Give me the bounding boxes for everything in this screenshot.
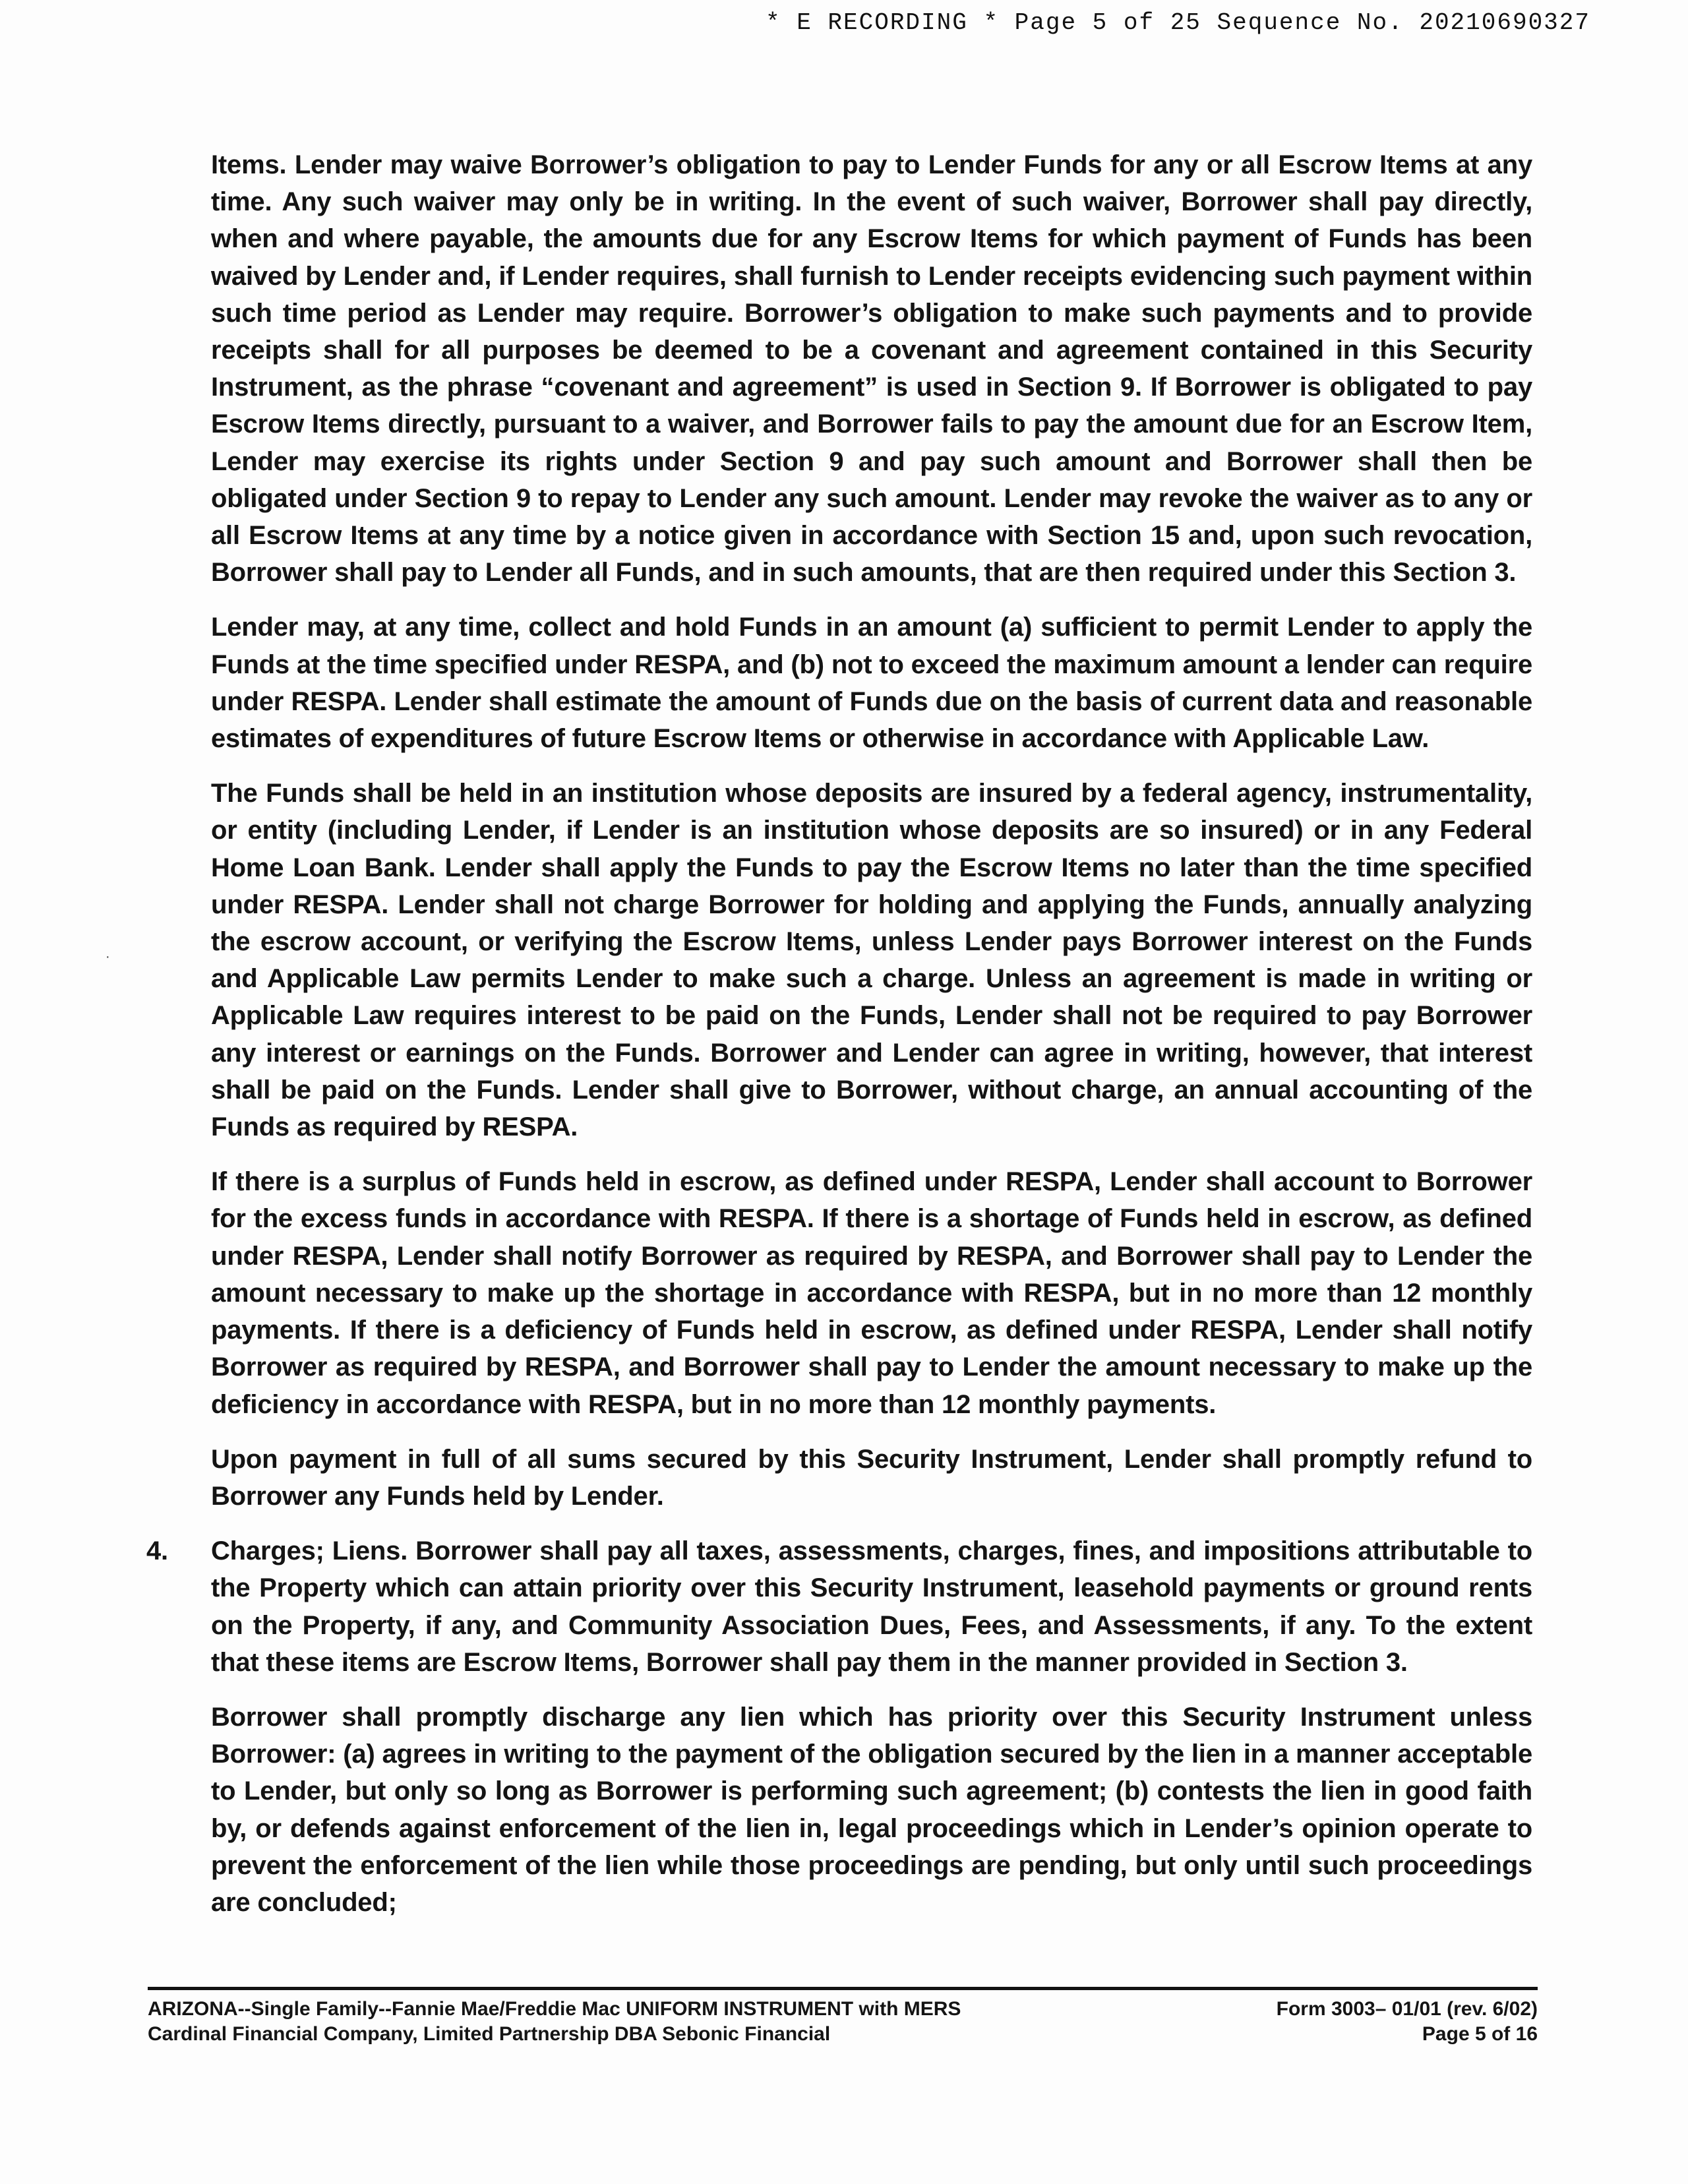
paragraph-escrow-waiver: Items. Lender may waive Borrower’s obligation to pay to Lender Funds for any or all Escrow Items at any time. Any such waiver may only be in writing. In the event of such waiver, Borrower shall pay directly, when and where payable, the amounts due for any Escrow Items for which payment of Funds has been waived by Lender and, if Lender requires, shall furnish to Lender receipts evidencing such payment within such time period as Lender may require. Borrower’s obligation to make such payments and to provide receipts shall for all purposes be deemed to be a covenant and agreement contained in this Security Instrument, as the phrase “covenant and agreement” is used in Section 9. If Borrower is obligated to pay Escrow Items directly, pursuant to a waiver, and Borrower fails to pay the amount due for an Escrow Item, Lender may exercise its rights under Section 9 and pay such amount and Borrower shall then be obligated under Section 9 to repay to Lender any such amount. Lender may revoke the waiver as to any or all Escrow Items at any time by a notice given in accordance with Section 15 and, upon such revocation, Borrower shall pay to Lender all Funds, and in such amounts, that are then required under this Section 3. xyxy=(211,150,1532,588)
scan-artifact-dot: · xyxy=(106,950,110,964)
paragraph-surplus-shortage: If there is a surplus of Funds held in escrow, as defined under RESPA, Lender shall account to Borrower for the excess funds in accordance with RESPA. If there is a shortage of Funds held in escrow, as defined under RESPA, Lender shall notify Borrower as required by RESPA, and Borrower shall pay to Lender the amount necessary to make up the shortage in accordance with RESPA, but in no more than 12 monthly payments. If there is a deficiency of Funds held in escrow, as defined under RESPA, Lender shall notify Borrower as required by RESPA, and Borrower shall pay to Lender the amount necessary to make up the deficiency in accordance with RESPA, but in no more than 12 monthly payments. xyxy=(211,1167,1532,1419)
paragraph-collect-funds: Lender may, at any time, collect and hold Funds in an amount (a) sufficient to permit Lender to apply the Funds at the time specified under RESPA, and (b) not to exceed the maximum amount a lender can require under RESPA. Lender shall estimate the amount of Funds due on the basis of current data and reasonable estimates of expenditures of future Escrow Items or otherwise in accordance with Applicable Law. xyxy=(211,613,1532,754)
page-number: Page 5 of 16 xyxy=(1422,2023,1538,2045)
paragraph-funds-institution: The Funds shall be held in an institution whose deposits are insured by a federal agency, instrumentality, or entity (including Lender, if Lender is an institution whose deposits are so insured) or in any Federal Home Loan Bank. Lender shall apply the Funds to pay the Escrow Items no later than the time specified under RESPA. Lender shall not charge Borrower for holding and applying the Funds, annually analyzing the escrow account, or verifying the Escrow Items, unless Lender pays Borrower interest on the Funds and Applicable Law permits Lender to make such a charge. Unless an agreement is made in writing or Applicable Law requires interest to be paid on the Funds, Lender shall not be required to pay Borrower any interest or earnings on the Funds. Borrower and Lender can agree in writing, however, that interest shall be paid on the Funds. Lender shall give to Borrower, without charge, an annual accounting of the Funds as required by RESPA. xyxy=(211,779,1532,1142)
section-4-charges-liens xyxy=(146,1532,1532,1681)
section-number: 4. xyxy=(146,1536,168,1566)
document-body xyxy=(146,146,1532,1939)
footer-right xyxy=(1277,1997,1538,2047)
lender-name: Cardinal Financial Company, Limited Partnership DBA Sebonic Financial xyxy=(148,2023,831,2045)
section-title: Charges; Liens. xyxy=(211,1536,408,1566)
form-title: ARIZONA--Single Family--Fannie Mae/Freddie Mac UNIFORM INSTRUMENT with MERS xyxy=(148,1998,961,2020)
recording-stamp: * E RECORDING * Page 5 of 25 Sequence No. 20210690327 xyxy=(766,9,1590,36)
footer-divider xyxy=(148,1987,1538,1990)
footer-left xyxy=(148,1997,961,2047)
section-text: Borrower shall pay all taxes, assessments, charges, fines, and impositions attributable to the Property which can attain priority over this Security Instrument, leasehold payments or ground rents on the Property, if any, and Community Association Dues, Fees, and Assessments, if any. To the extent that these items are Escrow Items, Borrower shall pay them in the manner provided in Section 3. xyxy=(211,1536,1532,1677)
form-number: Form 3003– 01/01 (rev. 6/02) xyxy=(1276,1998,1538,2020)
paragraph-discharge-lien: Borrower shall promptly discharge any lien which has priority over this Security Instrument unless Borrower: (a) agrees in writing to the payment of the obligation secured by the lien in a manner acceptable to Lender, but only so long as Borrower is performing such agreement; (b) contests the lien in good faith by, or defends against enforcement of the lien in, legal proceedings which in Lender’s opinion operate to prevent the enforcement of the lien while those proceedings are pending, but only until such proceedings are concluded; xyxy=(211,1702,1532,1917)
paragraph-refund: Upon payment in full of all sums secured by this Security Instrument, Lender shall promptly refund to Borrower any Funds held by Lender. xyxy=(211,1444,1532,1511)
